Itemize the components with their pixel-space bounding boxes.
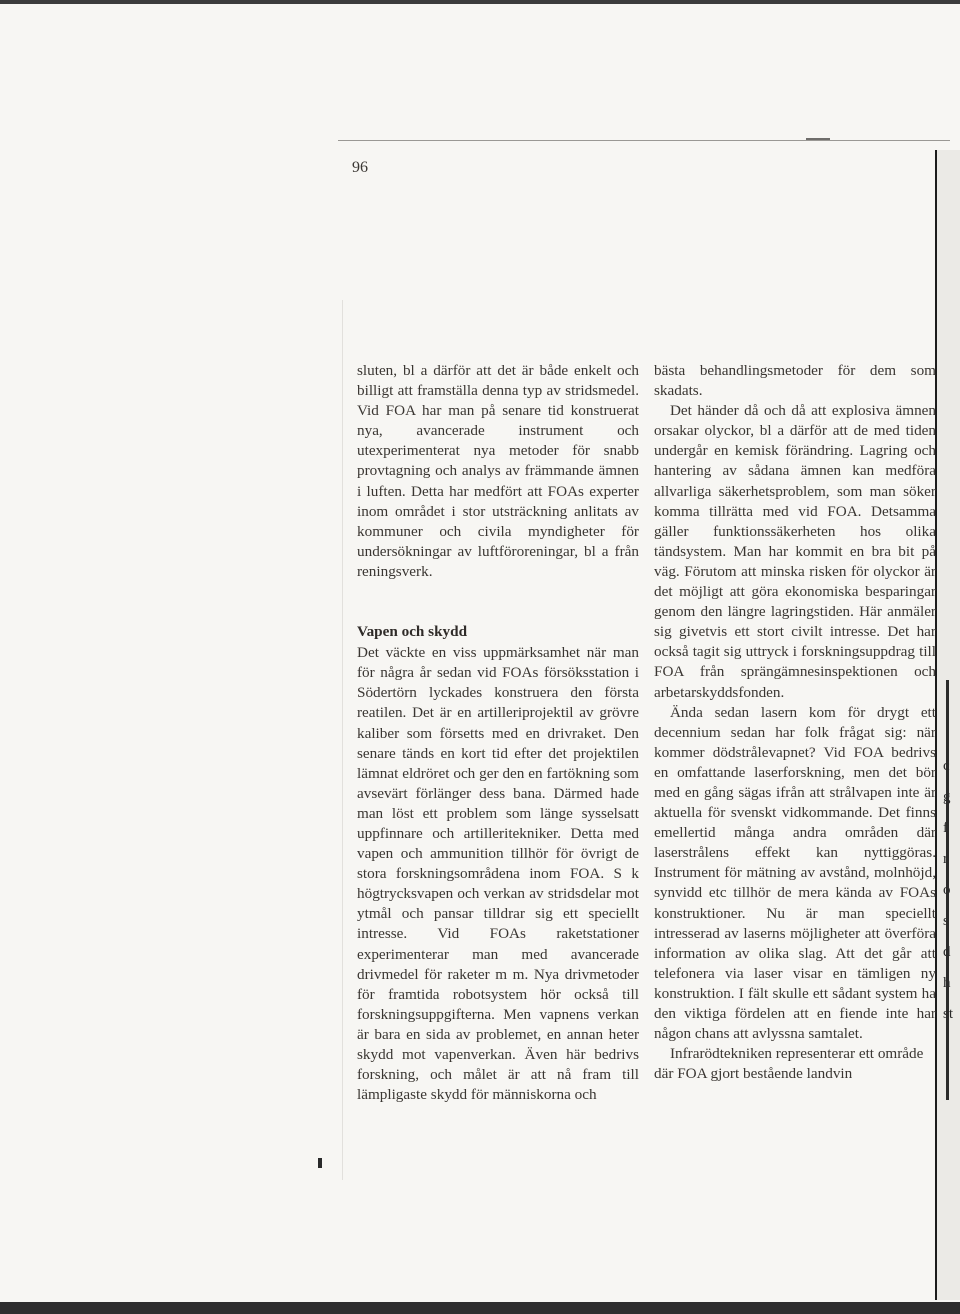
right-column (654, 361, 936, 1084)
body-paragraph: Infrarödtekniken representerar ett område där FOA gjort bestående landvin (654, 1045, 924, 1083)
spine-fragment: r (943, 851, 948, 867)
page-corner-mark (806, 138, 830, 140)
spine-fragment: f (943, 820, 948, 836)
spine-fragment: o (943, 882, 951, 898)
scan-bottom-edge (0, 1302, 960, 1314)
left-column (357, 361, 639, 1105)
scan-mark (318, 1158, 322, 1168)
body-paragraph: Ända sedan lasern kom för drygt ett decennium sedan har folk frågat sig: när kommer dödstrålevapnet? Vid FOA bedrivs en omfattande laserforskning, men det bör med en gång sägas ifrån att strålvapen inte är aktuella för svenskt vidkommande. Det finns emellertid många andra områden där laserstrålens effekt kan nyttiggöras. Instrument för mätning av avstånd, molnhöjd, synvidd etc tillhör de mera kända av FOAs konstruktioner. Nu är man speciellt intresserad av laserns möjligheter att överföra information av olika slag. Att det går att telefonera via laser visar en tämligen ny konstruktion. I fält skulle ett sådant system ha den viktiga fördelen att en fiende inte har någon chans att avlyssna samtalet. (654, 703, 936, 1043)
spine-fragment: st (943, 1006, 954, 1022)
section-gap (357, 582, 639, 622)
body-paragraph: sluten, bl a därför att det är både enkelt och billigt att framställa denna typ av stridsmedel. Vid FOA har man på senare tid konstruerat nya, avancerade instrument och utexperimenterat nya metoder för snabb provtagning och analys av främmande ämnen i luften. Detta har medfört att FOAs experter inom området i stor utsträckning anlitats av kommuner och civila myndigheter för undersökningar av luftföroreningar, bl a från reningsverk. (357, 362, 639, 580)
page-top-edge (338, 140, 950, 141)
scan-top-edge (0, 0, 960, 4)
spine-fragment: g (943, 789, 951, 805)
page-left-edge (342, 300, 343, 1180)
body-paragraph: Det händer då och då att explosiva ämnen orsakar olyckor, bl a därför att de med tiden undergår en kemisk förändring. Lagring och hantering av sådana ämnen kan medföra allvarliga säkerhetsproblem, som man söker komma tillrätta med vid FOA. Detsamma gäller funktionssäkerheten hos olika tändsystem. Man har kommit en bra bit på väg. Förutom att minska risken för olyckor är det möjligt att göra ekonomiska besparingar genom den längre lagringstiden. Här anmäler sig givetvis ett stort civilt intresse. Det har också tagit sig uttryck i forskningsuppdrag till FOA från sprängämnesinspektionen och arbetarskyddsfonden. (654, 402, 936, 701)
spine-fragment: h (943, 975, 951, 991)
spine-fragment: d (943, 944, 951, 960)
page-number: 96 (352, 159, 368, 176)
spine-fragment: s (943, 913, 949, 929)
spine-fragment: c (943, 758, 950, 774)
body-paragraph: Det väckte en viss uppmärksamhet när man för några år sedan vid FOAs försöksstation i Södertörn lyckades konstruera den första reatilen. Det är en artilleriprojektil av grövre kaliber som försetts med en drivraket. Den senare tänds en kort tid efter det projektilen lämnat eldröret och ger den en fartökning som avsevärt förlänger dess bana. Därmed hade man löst ett problem som länge sysselsatt uppfinnare och artilleritekniker. Detta med vapen och ammunition tillhör för övrigt de stora forskningsområdena inom FOA. S k högtrycksvapen och verkan av stridsdelar mot ytmål och pansar tilldrar sig ett speciellt intresse. Vid FOAs raketstationer experimenterar man med avancerade drivmedel för raketer m m. Nya drivmetoder för framtida robotsystem hör också till forskningsuppgifterna. Men vapnens verkan är bara en sida av problemet, en annan heter skydd mot vapenverkan. Även här bedrivs forskning, och målet är att nå fram till lämpligaste skydd för människorna och (357, 644, 639, 1104)
spine-fragment-list (943, 755, 959, 1115)
section-heading: Vapen och skydd (357, 623, 468, 641)
body-paragraph: bästa behandlingsmetoder för dem som skadats. (654, 362, 936, 400)
